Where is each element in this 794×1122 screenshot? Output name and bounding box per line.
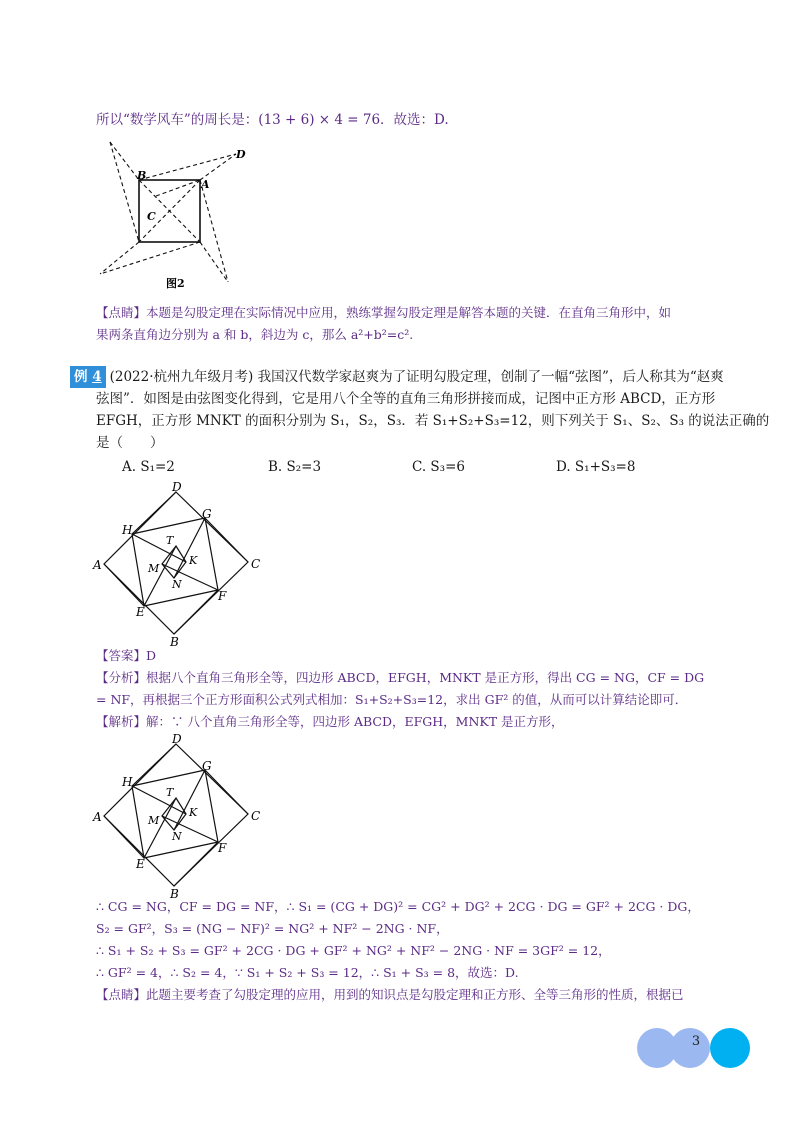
- square-efgh: [132, 770, 218, 858]
- label-m: M: [148, 814, 160, 827]
- label-h: H: [122, 775, 133, 789]
- derivation-line-3: ∴ S₁ + S₂ + S₃ = GF² + 2CG · DG + GF² + NG² + NF² − 2NG · NF = 3GF² = 12，: [96, 943, 611, 958]
- label-k: K: [189, 806, 198, 819]
- label-c: C: [251, 809, 261, 823]
- label-c: C: [251, 557, 261, 571]
- edge: [144, 546, 176, 606]
- derivation-line-2: S₂ = GF²，S₃ = (NG − NF)² = NG² + NF² − 2NG · NF，: [96, 921, 449, 936]
- choice-d[interactable]: D. S₁+S₃=8: [556, 459, 636, 475]
- label-h: H: [122, 523, 133, 537]
- label-e: E: [136, 857, 145, 871]
- dashed-line: [100, 242, 200, 274]
- hint-2: 【点睛】此题主要考查了勾股定理的应用，用到的知识点是勾股定理和正方形、全等三角形的性质，根据已: [96, 987, 684, 1002]
- label-e: E: [136, 605, 145, 619]
- label-b: B: [170, 635, 179, 649]
- analysis-line-2: = NF，再根据三个正方形面积公式列式相加：S₁+S₂+S₃=12，求出 GF² 的值，从而可以计算结论即可．: [96, 692, 688, 707]
- edge: [174, 842, 218, 886]
- dashed-line: [139, 154, 236, 180]
- label-f: F: [218, 589, 227, 603]
- figure-2-windmill: [96, 136, 256, 296]
- dashed-line: [156, 180, 200, 196]
- label-k: K: [189, 554, 198, 567]
- example-text-1: (2022·杭州九年级月考) 我国汉代数学家赵爽为了证明勾股定理，创制了一幅“弦图”，后人称其为“赵爽: [109, 369, 724, 385]
- edge: [162, 816, 218, 842]
- example-line-4: 是（ ）: [96, 435, 164, 451]
- label-g: G: [202, 507, 212, 521]
- fig2-label-a: A: [201, 178, 210, 191]
- square-abcd: [104, 744, 248, 886]
- hint-line-1: 【点睛】本题是勾股定理在实际情况中应用，熟练掌握勾股定理是解答本题的关键．在直角三角形中，如: [96, 305, 672, 320]
- dashed-line: [200, 154, 236, 180]
- dashed-line: [200, 180, 228, 282]
- figure-chord-diagram-1: [90, 480, 270, 650]
- label-m: M: [148, 562, 160, 575]
- label-g: G: [202, 759, 212, 773]
- label-a: A: [93, 558, 102, 572]
- dashed-line: [200, 242, 228, 282]
- edge: [144, 798, 176, 858]
- fig2-caption: 图2: [166, 277, 185, 290]
- square-efgh: [132, 518, 218, 606]
- choice-c[interactable]: C. S₃=6: [412, 459, 465, 475]
- edge: [132, 744, 176, 786]
- edge: [132, 492, 176, 534]
- label-a: A: [93, 810, 102, 824]
- derivation-line-1: ∴ CG = NG，CF = DG = NF，∴ S₁ = (CG + DG)² = CG² + DG² + 2CG · DG = GF² + 2CG · DG，: [96, 899, 700, 914]
- edge: [174, 518, 205, 578]
- page-number: 3: [691, 1034, 701, 1049]
- example-badge-text: 例: [74, 369, 88, 385]
- dashed-line: [110, 142, 139, 180]
- choice-b[interactable]: B. S₂=3: [268, 459, 322, 475]
- analysis-line-1: 【分析】根据八个直角三角形全等，四边形 ABCD，EFGH，MNKT 是正方形，得出 CG = NG，CF = DG: [96, 670, 705, 685]
- fig2-label-d: D: [236, 148, 246, 161]
- label-t: T: [166, 534, 174, 547]
- example-line-2: 弦图”．如图是由弦图变化得到，它是用八个全等的直角三角形拼接而成，记图中正方形 ABCD，正方形: [96, 391, 716, 407]
- derivation-line-4: ∴ GF² = 4，∴ S₂ = 4，∵ S₁ + S₂ + S₃ = 12，∴ S₁ + S₃ = 8，故选：D.: [96, 965, 519, 980]
- choice-a[interactable]: A. S₁=2: [122, 459, 175, 475]
- label-f: F: [218, 841, 227, 855]
- conclusion-line: 所以“数学风车”的周长是：(13 + 6) × 4 = 76．故选：D.: [96, 112, 449, 128]
- label-d: D: [172, 732, 182, 746]
- hint-line-2: 果两条直角边分别为 a 和 b，斜边为 c，那么 a²+b²=c².: [96, 327, 414, 342]
- dashed-line: [110, 142, 139, 242]
- label-d: D: [172, 480, 182, 494]
- dashed-line: [100, 242, 139, 274]
- example-line-1: [70, 366, 724, 388]
- footer-circle-right: [710, 1028, 750, 1068]
- solution-line-1: 【解析】解：∵ 八个直角三角形全等，四边形 ABCD，EFGH，MNKT 是正方形，: [96, 714, 564, 729]
- label-n: N: [172, 830, 182, 843]
- square-abcd: [104, 492, 248, 634]
- label-n: N: [172, 578, 182, 591]
- example-line-3: EFGH，正方形 MNKT 的面积分别为 S₁，S₂，S₃．若 S₁+S₂+S₃=12，则下列关于 S₁、S₂、S₃ 的说法正确的: [96, 413, 770, 429]
- fig2-label-c: C: [147, 210, 156, 223]
- fig2-label-b: B: [137, 169, 147, 182]
- edge: [162, 564, 218, 590]
- label-t: T: [166, 786, 174, 799]
- example-badge: [70, 366, 106, 388]
- edge: [174, 770, 205, 830]
- answer-line: 【答案】D: [96, 648, 157, 663]
- edge: [174, 590, 218, 634]
- figure-chord-diagram-2: [90, 732, 270, 902]
- example-badge-number: 4: [92, 369, 102, 385]
- label-b: B: [170, 887, 179, 901]
